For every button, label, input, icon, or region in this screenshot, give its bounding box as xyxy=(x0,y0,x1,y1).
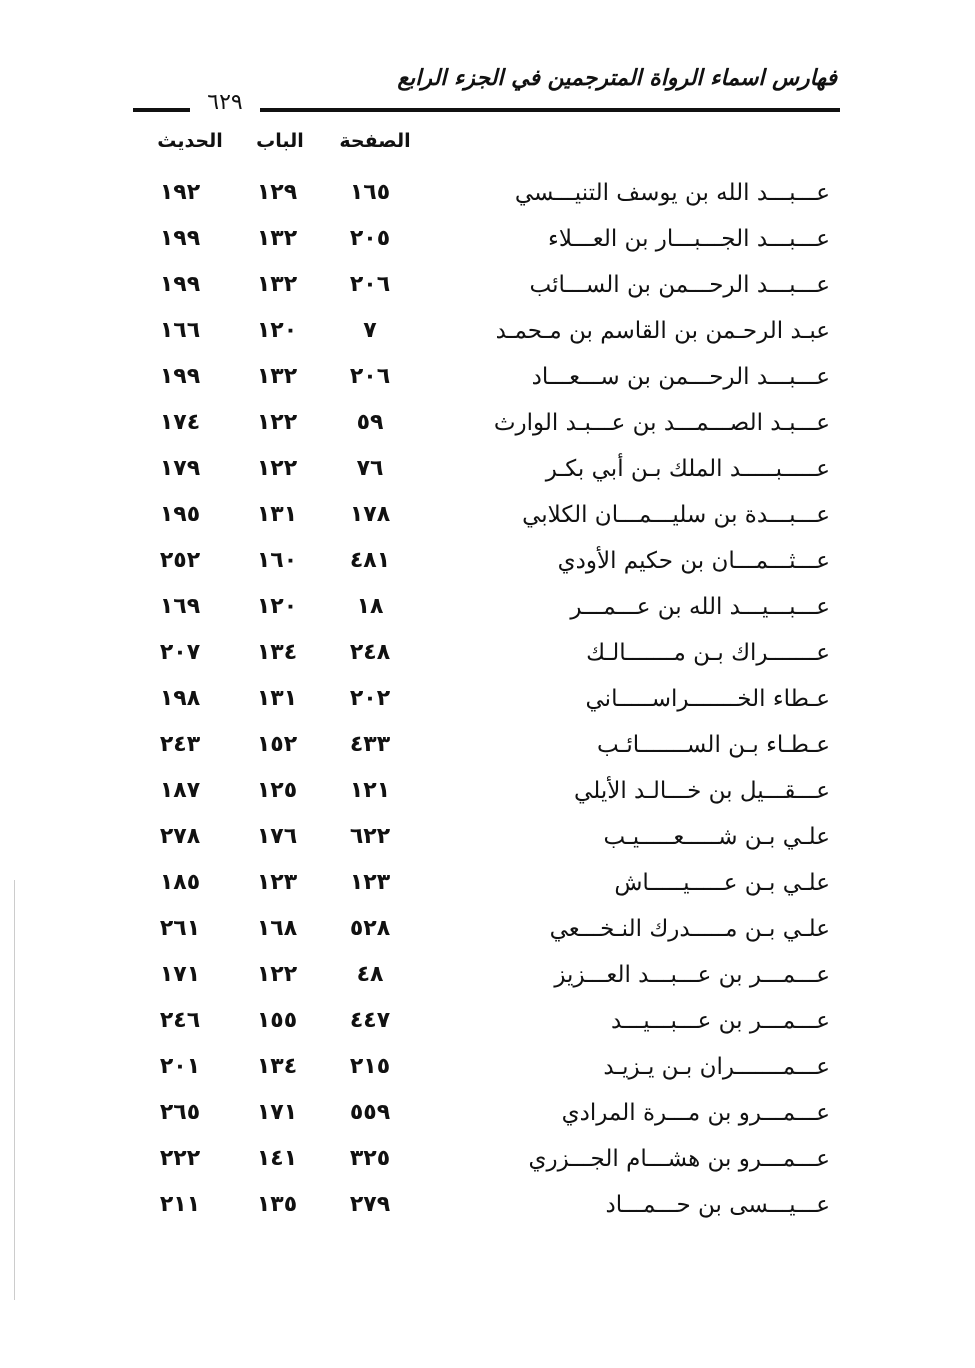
narrator-name: عـــبـــد الله بن يوسف التنيـــسي xyxy=(514,180,830,206)
hadith-ref: ١٩٨ xyxy=(159,686,201,711)
page-ref: ٢٠٦ xyxy=(349,364,391,389)
index-row xyxy=(0,446,975,492)
page-ref: ١٧٨ xyxy=(349,502,391,527)
narrator-name: عـــمـــر بن عـــبـــيـــد xyxy=(611,1008,830,1034)
page-ref: ١٢١ xyxy=(349,778,391,803)
narrator-name: عـطـاء بـن الســـــــائـب xyxy=(597,732,830,758)
bab-ref: ١٣١ xyxy=(256,686,298,711)
page-ref: ٧ xyxy=(363,318,377,343)
hadith-ref: ١٦٩ xyxy=(159,594,201,619)
narrator-name: عـــمـــــــران بـن يـزيـد xyxy=(603,1054,830,1080)
page-ref: ٢٤٨ xyxy=(349,640,391,665)
scan-margin-line xyxy=(14,880,15,1300)
index-row xyxy=(0,538,975,584)
index-row xyxy=(0,262,975,308)
page-ref: ٤٨ xyxy=(356,962,384,987)
column-header-page: الصفحة xyxy=(339,130,411,152)
bab-ref: ١٤١ xyxy=(256,1146,298,1171)
hadith-ref: ١٦٦ xyxy=(159,318,201,343)
bab-ref: ١٢٥ xyxy=(256,778,298,803)
bab-ref: ١٧١ xyxy=(256,1100,298,1125)
index-row xyxy=(0,906,975,952)
hadith-ref: ٢٠١ xyxy=(159,1054,201,1079)
hadith-ref: ٢٦١ xyxy=(159,916,201,941)
bab-ref: ١٢٢ xyxy=(256,410,298,435)
hadith-ref: ١٩٩ xyxy=(159,226,201,251)
index-row xyxy=(0,630,975,676)
bab-ref: ١٥٢ xyxy=(256,732,298,757)
narrator-name: عـــيـــسى بن حـــمـــاد xyxy=(605,1192,830,1218)
bab-ref: ١٣٤ xyxy=(256,1054,298,1079)
hadith-ref: ١٩٥ xyxy=(159,502,201,527)
hadith-ref: ١٩٩ xyxy=(159,364,201,389)
index-row xyxy=(0,170,975,216)
page-ref: ٣٢٥ xyxy=(349,1146,391,1171)
bab-ref: ١٢٣ xyxy=(256,870,298,895)
index-row xyxy=(0,676,975,722)
hadith-ref: ٢٤٣ xyxy=(159,732,201,757)
narrator-name: عـــبـد الصـــمـــد بن عـــبـد الوارث xyxy=(493,410,830,436)
narrator-name: علـي بـن شـــــعـــــيـب xyxy=(603,824,830,850)
page-ref: ٧٦ xyxy=(356,456,384,481)
index-row xyxy=(0,1136,975,1182)
hadith-ref: ٢٧٨ xyxy=(159,824,201,849)
narrator-name: علـي بـن عـــــيـــــاش xyxy=(614,870,830,896)
hadith-ref: ١٧٤ xyxy=(159,410,201,435)
page-ref: ٢٠٢ xyxy=(349,686,391,711)
page-ref: ٦٢٢ xyxy=(349,824,391,849)
page-ref: ٥٩ xyxy=(356,410,384,435)
narrator-name: عـطاء الخـــــــراســـــاني xyxy=(585,686,830,712)
bab-ref: ١٢٠ xyxy=(256,318,298,343)
narrator-name: عـــبـــد الرحـــمن بن الســـائب xyxy=(529,272,830,298)
hadith-ref: ١٩٢ xyxy=(159,180,201,205)
narrator-name: علـي بـن مـــــدرك النـخـــعي xyxy=(549,916,830,942)
index-row xyxy=(0,952,975,998)
hadith-ref: ١٩٩ xyxy=(159,272,201,297)
page-ref: ٢٠٥ xyxy=(349,226,391,251)
hadith-ref: ٢١١ xyxy=(159,1192,201,1217)
bab-ref: ١٧٦ xyxy=(256,824,298,849)
bab-ref: ١٦٨ xyxy=(256,916,298,941)
index-row xyxy=(0,814,975,860)
bab-ref: ١٣١ xyxy=(256,502,298,527)
hadith-ref: ٢٢٢ xyxy=(159,1146,201,1171)
page-number: ٦٢٩ xyxy=(190,88,260,118)
page-ref: ٢١٥ xyxy=(349,1054,391,1079)
narrator-name: عـــبـــد الرحـــمن بن ســـعـــاد xyxy=(531,364,830,390)
column-header-bab: الباب xyxy=(256,130,304,152)
bab-ref: ١٣٢ xyxy=(256,272,298,297)
page-header-title: فهارس اسماء الرواة المترجمين في الجزء الرابع xyxy=(397,66,837,91)
hadith-ref: ١٨٧ xyxy=(159,778,201,803)
bab-ref: ١٢٠ xyxy=(256,594,298,619)
narrator-name: عـــــبـــــد الملك بـن أبي بكـر xyxy=(545,456,830,482)
bab-ref: ١٥٥ xyxy=(256,1008,298,1033)
page-ref: ١٢٣ xyxy=(349,870,391,895)
hadith-ref: ١٧١ xyxy=(159,962,201,987)
bab-ref: ١٢٢ xyxy=(256,456,298,481)
index-row xyxy=(0,1090,975,1136)
page-ref: ٥٥٩ xyxy=(349,1100,391,1125)
narrator-name: عـــقـــيل بن خـــالـد الأيلي xyxy=(574,778,830,804)
narrator-name: عـــبـــيـــد الله بن عـــمـــر xyxy=(570,594,830,620)
index-row xyxy=(0,1044,975,1090)
bab-ref: ١٢٩ xyxy=(256,180,298,205)
index-row xyxy=(0,860,975,906)
bab-ref: ١٣٤ xyxy=(256,640,298,665)
page-ref: ١٦٥ xyxy=(349,180,391,205)
page-ref: ٤٤٧ xyxy=(349,1008,391,1033)
hadith-ref: ٢٦٥ xyxy=(159,1100,201,1125)
page-ref: ٢٠٦ xyxy=(349,272,391,297)
page-ref: ٢٧٩ xyxy=(349,1192,391,1217)
narrator-name: عـــــــراك بـن مـــــــالـك xyxy=(586,640,830,666)
narrator-name: عـــبـــد الجـــبـــار بن العـــلاء xyxy=(548,226,830,252)
hadith-ref: ١٨٥ xyxy=(159,870,201,895)
column-headers xyxy=(0,130,975,160)
column-header-hadith: الحديث xyxy=(157,130,223,152)
index-row xyxy=(0,400,975,446)
narrator-name: عـــمـــر بن عـــبـــد العـــزيز xyxy=(554,962,830,988)
index-row xyxy=(0,216,975,262)
bab-ref: ١٦٠ xyxy=(256,548,298,573)
index-row xyxy=(0,1182,975,1228)
page-ref: ١٨ xyxy=(356,594,384,619)
page-ref: ٥٢٨ xyxy=(349,916,391,941)
index-row xyxy=(0,768,975,814)
bab-ref: ١٢٢ xyxy=(256,962,298,987)
narrator-name: عبـد الرحـمن بن القاسم بن مـحمـد xyxy=(495,318,830,344)
hadith-ref: ١٧٩ xyxy=(159,456,201,481)
index-row xyxy=(0,722,975,768)
bab-ref: ١٣٥ xyxy=(256,1192,298,1217)
index-row xyxy=(0,354,975,400)
hadith-ref: ٢٤٦ xyxy=(159,1008,201,1033)
index-row xyxy=(0,492,975,538)
index-row xyxy=(0,998,975,1044)
index-row xyxy=(0,308,975,354)
narrator-name: عـــثـــمـــان بن حكيم الأودي xyxy=(557,548,830,574)
narrator-name: عـــبـــدة بن سليـــمـــان الكلابي xyxy=(522,502,830,528)
page-ref: ٤٣٣ xyxy=(349,732,391,757)
hadith-ref: ٢٠٧ xyxy=(159,640,201,665)
narrator-name: عـــمـــرو بن هشـــام الجـــزري xyxy=(528,1146,830,1172)
index-entries xyxy=(0,170,975,1228)
narrator-name: عـــمـــرو بن مـــرة المرادي xyxy=(561,1100,830,1126)
hadith-ref: ٢٥٢ xyxy=(159,548,201,573)
index-row xyxy=(0,584,975,630)
bab-ref: ١٣٢ xyxy=(256,226,298,251)
page-ref: ٤٨١ xyxy=(349,548,391,573)
bab-ref: ١٣٢ xyxy=(256,364,298,389)
